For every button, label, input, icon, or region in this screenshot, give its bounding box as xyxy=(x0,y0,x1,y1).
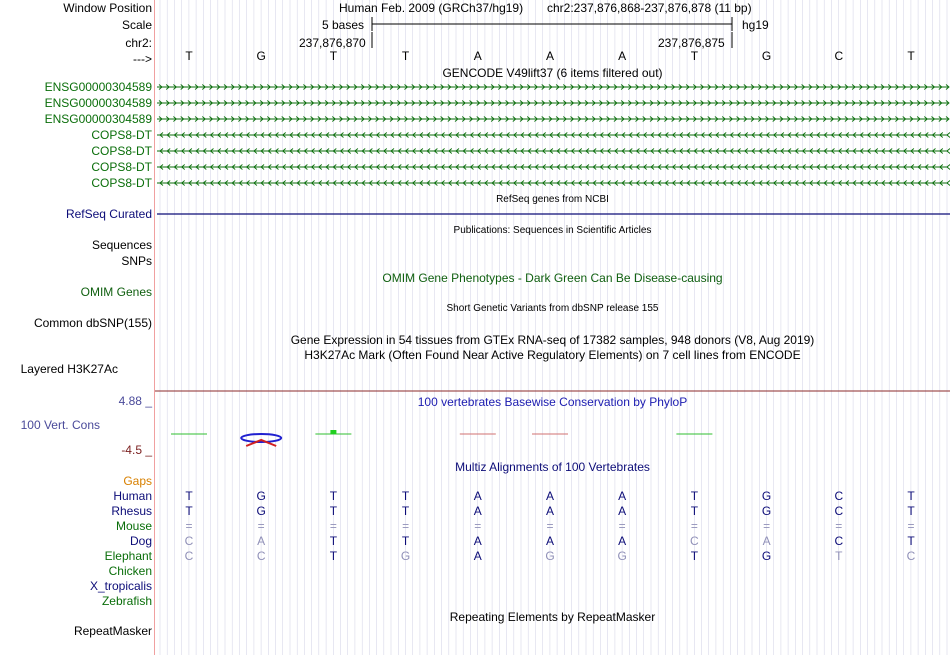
alignment-base: G xyxy=(761,489,772,503)
alignment-base: A xyxy=(762,534,771,548)
dbsnp-title: Short Genetic Variants from dbSNP release 155 xyxy=(446,303,659,314)
alignment-base: G xyxy=(545,549,555,563)
alignment-base: T xyxy=(329,549,338,563)
h3k27ac-label[interactable]: Layered H3K27Ac xyxy=(20,362,118,376)
cons-label[interactable]: 100 Vert. Cons xyxy=(20,418,100,432)
species-label[interactable]: Chicken xyxy=(108,564,152,578)
alignment-base: T xyxy=(690,549,699,563)
alignment-base: = xyxy=(690,519,698,533)
base-letter: A xyxy=(618,49,627,63)
repeatmasker-title: Repeating Elements by RepeatMasker xyxy=(449,610,656,624)
gencode-item-label[interactable]: ENSG00000304589 xyxy=(44,112,152,126)
gencode-item-label[interactable]: COPS8-DT xyxy=(91,176,152,190)
assembly-text: Human Feb. 2009 (GRCh37/hg19) xyxy=(339,1,524,15)
base-letter: T xyxy=(401,49,410,63)
alignment-base: T xyxy=(690,489,699,503)
alignment-base: = xyxy=(763,519,771,533)
alignment-base: = xyxy=(618,519,626,533)
alignment-base: = xyxy=(329,519,337,533)
alignment-base: T xyxy=(401,504,410,518)
alignment-base: = xyxy=(402,519,410,533)
base-letter: T xyxy=(690,49,699,63)
species-label[interactable]: Rhesus xyxy=(111,504,152,518)
species-label[interactable]: Dog xyxy=(129,534,152,548)
alignment-base: T xyxy=(185,489,193,503)
base-letter: T xyxy=(907,49,915,63)
base-letter: G xyxy=(256,49,266,63)
alignment-base: A xyxy=(618,504,627,518)
gencode-item-label[interactable]: COPS8-DT xyxy=(91,128,152,142)
alignment-base: C xyxy=(834,504,844,518)
alignment-base: G xyxy=(256,489,266,503)
alignment-base: T xyxy=(907,489,915,503)
alignment-base: A xyxy=(473,504,482,518)
alignment-base: T xyxy=(690,504,699,518)
alignment-base: T xyxy=(907,534,915,548)
alignment-base: A xyxy=(545,489,554,503)
species-label[interactable]: Human xyxy=(113,489,152,503)
species-label[interactable]: Mouse xyxy=(115,519,152,533)
alignment-base: A xyxy=(257,534,266,548)
alignment-base: T xyxy=(329,534,338,548)
cons-bar xyxy=(330,430,336,434)
base-letter: G xyxy=(761,49,772,63)
track-area[interactable] xyxy=(155,0,950,655)
omim-label[interactable]: OMIM Genes xyxy=(80,285,152,299)
alignment-base: G xyxy=(761,504,772,518)
gencode-item-label[interactable]: ENSG00000304589 xyxy=(44,80,152,94)
chrom-label: chr2: xyxy=(125,36,152,50)
window-position-label: Window Position xyxy=(63,1,152,15)
alignment-base: = xyxy=(907,519,915,533)
publications-title: Publications: Sequences in Scientific Articles xyxy=(453,225,652,236)
alignment-base: C xyxy=(834,534,844,548)
scale-db-text: hg19 xyxy=(742,18,769,32)
gencode-item-label[interactable]: COPS8-DT xyxy=(91,144,152,158)
scale-label: Scale xyxy=(121,18,152,32)
alignment-base: C xyxy=(690,534,699,548)
position-text: chr2:237,876,868-237,876,878 (11 bp) xyxy=(547,1,752,15)
base-letter: C xyxy=(834,49,844,63)
gencode-item-label[interactable]: COPS8-DT xyxy=(91,160,152,174)
alignment-base: A xyxy=(618,534,627,548)
coord-left: 237,876,870 xyxy=(299,36,366,50)
gtex-title: Gene Expression in 54 tissues from GTEx RNA-seq of 17382 samples, 948 donors (V8, Aug 2019) xyxy=(290,333,815,347)
alignment-base: G xyxy=(617,549,627,563)
alignment-base: A xyxy=(545,534,554,548)
sequences-label[interactable]: Sequences xyxy=(91,238,152,252)
alignment-base: T xyxy=(185,504,193,518)
gencode-item-label[interactable]: ENSG00000304589 xyxy=(44,96,152,110)
alignment-base: T xyxy=(907,504,915,518)
alignment-base: C xyxy=(906,549,916,563)
alignment-base: = xyxy=(835,519,843,533)
alignment-base: = xyxy=(546,519,554,533)
base-letter: T xyxy=(329,49,338,63)
alignment-base: T xyxy=(835,549,843,563)
cons-min-label: -4.5 _ xyxy=(121,443,152,457)
species-label[interactable]: Zebrafish xyxy=(101,594,152,608)
alignment-base: A xyxy=(473,489,482,503)
refseq-label[interactable]: RefSeq Curated xyxy=(65,207,152,221)
alignment-base: T xyxy=(329,504,338,518)
alignment-base: = xyxy=(185,519,193,533)
base-letter: A xyxy=(473,49,482,63)
refseq-title: RefSeq genes from NCBI xyxy=(496,194,609,205)
alignment-base: = xyxy=(257,519,265,533)
alignment-base: C xyxy=(834,489,844,503)
cons-max-label: 4.88 _ xyxy=(118,394,152,408)
species-label[interactable]: Elephant xyxy=(104,549,152,563)
base-letter: T xyxy=(185,49,193,63)
gaps-label[interactable]: Gaps xyxy=(123,474,152,488)
h3k27ac-title: H3K27Ac Mark (Often Found Near Active Regulatory Elements) on 7 cell lines from ENCODE xyxy=(304,348,801,362)
species-label[interactable]: X_tropicalis xyxy=(89,579,152,593)
base-letter: A xyxy=(545,49,554,63)
alignment-base: C xyxy=(184,534,194,548)
scale-text: 5 bases xyxy=(322,18,365,32)
alignment-base: G xyxy=(761,549,772,563)
alignment-base: G xyxy=(400,549,411,563)
alignment-base: G xyxy=(256,504,266,518)
track-label-column xyxy=(0,0,154,655)
snps-label[interactable]: SNPs xyxy=(121,254,152,268)
alignment-base: A xyxy=(473,534,482,548)
alignment-base: T xyxy=(401,489,410,503)
alignment-base: T xyxy=(329,489,338,503)
omim-title: OMIM Gene Phenotypes - Dark Green Can Be Disease-causing xyxy=(382,271,723,285)
alignment-base: T xyxy=(401,534,410,548)
alignment-base: = xyxy=(474,519,482,533)
multiz-title: Multiz Alignments of 100 Vertebrates xyxy=(455,460,650,474)
dbsnp-label[interactable]: Common dbSNP(155) xyxy=(33,316,152,330)
coord-right: 237,876,875 xyxy=(658,36,725,50)
alignment-base: C xyxy=(256,549,266,563)
strand-label: ---> xyxy=(133,52,152,66)
alignment-base: C xyxy=(184,549,194,563)
alignment-base: A xyxy=(545,504,554,518)
repeatmasker-label[interactable]: RepeatMasker xyxy=(73,624,152,638)
alignment-base: A xyxy=(473,549,482,563)
gencode-title: GENCODE V49lift37 (6 items filtered out) xyxy=(442,66,663,80)
cons-title: 100 vertebrates Basewise Conservation by PhyloP xyxy=(417,395,688,409)
alignment-base: A xyxy=(618,489,627,503)
